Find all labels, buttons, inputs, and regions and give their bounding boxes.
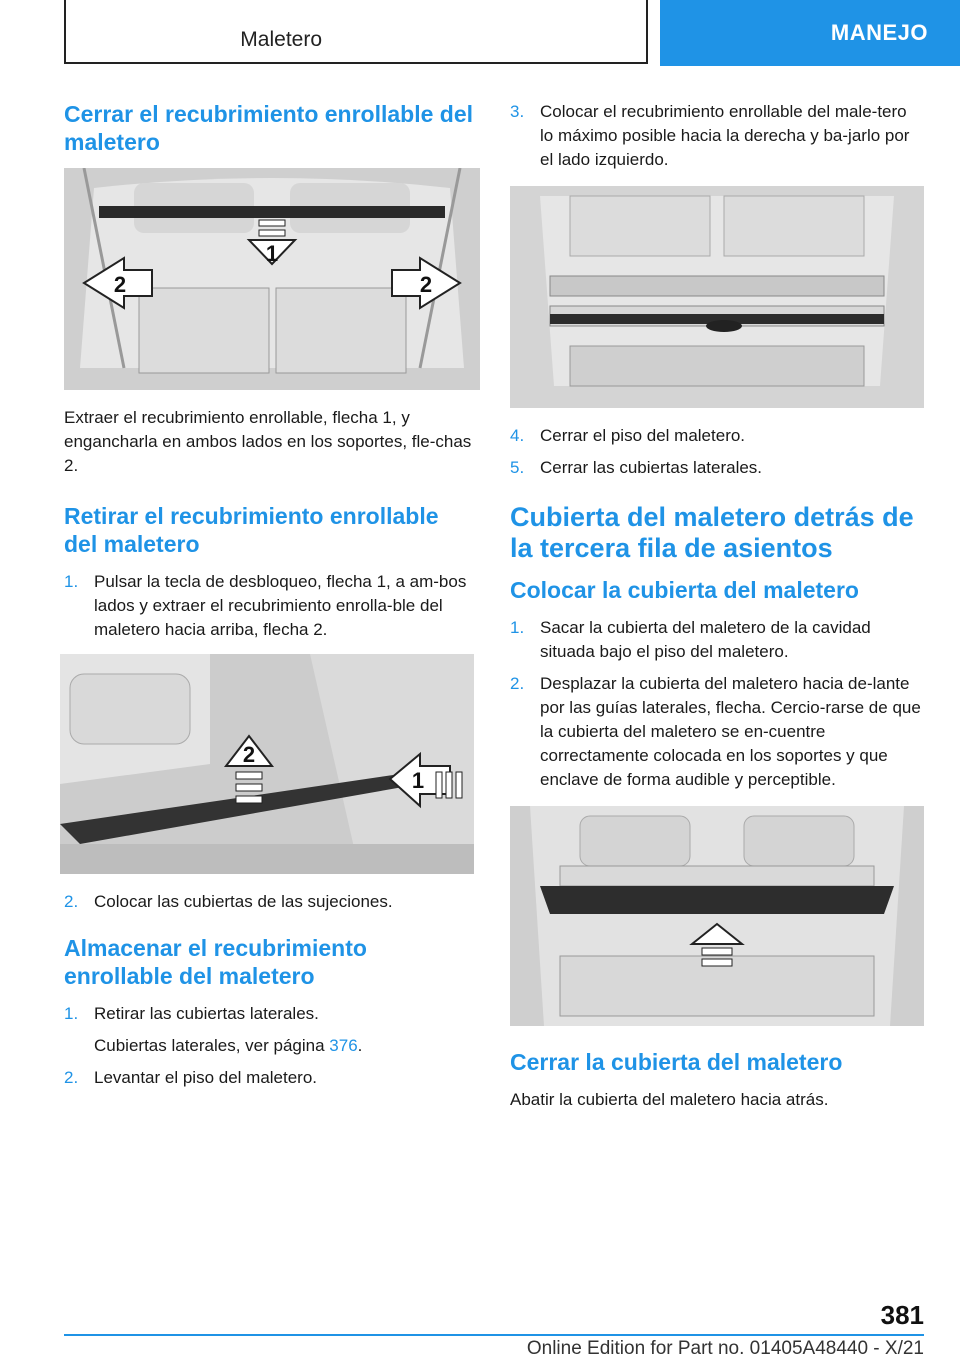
third-row-cover-illustration: [510, 806, 924, 1026]
steps-remove-cover: [64, 570, 478, 642]
unlock-illustration: [60, 654, 474, 874]
step-text: Desplazar la cubierta del maletero hacia de-lante por las guías laterales, flecha. Cercio-rarse de que la cubierta del maletero se en-cuentre correctamente colocada en los soportes y que enclave de forma audible y perceptible.: [540, 674, 921, 789]
figure-label-2-left: 2: [113, 272, 127, 297]
figure-third-row-cover: [510, 806, 924, 1026]
figure-cover-stowed: [510, 186, 924, 408]
step-text: Colocar las cubiertas de las sujeciones.: [94, 892, 393, 911]
left-column: [64, 100, 478, 1098]
step-item: [64, 1066, 478, 1090]
figure-label-1: 1: [265, 241, 279, 266]
figure-unlock-button: [60, 654, 474, 874]
steps-store-cover-cont: [64, 1066, 478, 1090]
step-item: [510, 100, 924, 172]
page-number: 381: [880, 1300, 924, 1330]
step-number: 3.: [510, 102, 525, 121]
step-item: [64, 890, 478, 914]
instruction-text-close-third-row-cover: Abatir la cubierta del maletero hacia atrás.: [510, 1090, 829, 1109]
step-item: [64, 1002, 478, 1026]
step-item: [510, 424, 924, 448]
footer-edition-text: Online Edition for Part no. 01405A48440 - X/21: [526, 1338, 924, 1359]
step-number: 1.: [64, 572, 79, 591]
cross-reference-end: .: [357, 1036, 363, 1055]
footer-divider: [64, 1334, 924, 1336]
section-title-place-cover: Colocar la cubierta del maletero: [510, 577, 859, 603]
step-text: Retirar las cubiertas laterales.: [94, 1004, 319, 1023]
step-item: [64, 570, 478, 642]
step-number: 1.: [510, 618, 525, 637]
step-text: Sacar la cubierta del maletero de la cavidad situada bajo el piso del maletero.: [540, 618, 871, 661]
steps-remove-cover-cont: [64, 890, 478, 914]
step-number: 2.: [64, 1068, 79, 1087]
header-frame: [64, 0, 648, 64]
figure-label-2: 2: [242, 742, 256, 767]
section-title-remove-cover: Retirar el recubrimiento enrollable del maletero: [64, 503, 439, 557]
cross-reference: [94, 1034, 478, 1058]
step-text: Levantar el piso del maletero.: [94, 1068, 318, 1087]
step-item: [510, 456, 924, 480]
step-text: Colocar el recubrimiento enrollable del male-tero lo máximo posible hacia la derecha y ba-jarlo por el lado izquierdo.: [540, 102, 910, 169]
section-title-store-cover: Almacenar el recubrimiento enrollable del maletero: [64, 935, 367, 989]
trunk-cover-illustration: [64, 168, 480, 390]
step-number: 1.: [64, 1004, 79, 1023]
step-number: 2.: [64, 892, 79, 911]
step-text: Cerrar el piso del maletero.: [540, 426, 746, 445]
step-text: Pulsar la tecla de desbloqueo, flecha 1, a am-bos lados y extraer el recubrimiento enrolla-ble del maletero hacia arriba, flecha 2.: [94, 572, 467, 639]
chapter-title-third-row-cover: Cubierta del maletero detrás de la tercera fila de asientos: [510, 502, 914, 563]
step-item: [510, 672, 924, 792]
steps-store-cover-right: [510, 100, 924, 172]
step-number: 4.: [510, 426, 525, 445]
steps-place-cover: [510, 616, 924, 792]
cover-stowed-illustration: [510, 186, 924, 408]
header-chapter-tab[interactable]: MANEJO: [660, 0, 960, 66]
figure-label-1: 1: [411, 768, 425, 793]
step-number: 5.: [510, 458, 525, 477]
steps-floor-close: [510, 424, 924, 480]
cross-reference-text: Cubiertas laterales, ver página: [94, 1036, 330, 1055]
figure-label-2-right: 2: [419, 272, 433, 297]
step-number: 2.: [510, 674, 525, 693]
header-section-title: Maletero: [240, 28, 322, 51]
section-title-close-cover: Cerrar el recubrimiento enrollable del maletero: [64, 101, 474, 155]
right-column: [510, 100, 924, 1112]
section-title-close-third-row-cover: Cerrar la cubierta del maletero: [510, 1049, 843, 1075]
step-item: [510, 616, 924, 664]
steps-store-cover: [64, 1002, 478, 1026]
figure-trunk-cover-close: [64, 168, 480, 390]
step-text: Cerrar las cubiertas laterales.: [540, 458, 763, 477]
instruction-text-close-cover: Extraer el recubrimiento enrollable, flecha 1, y engancharla en ambos lados en los soportes, fle-chas 2.: [64, 408, 472, 475]
page-link-376[interactable]: 376: [329, 1036, 358, 1055]
